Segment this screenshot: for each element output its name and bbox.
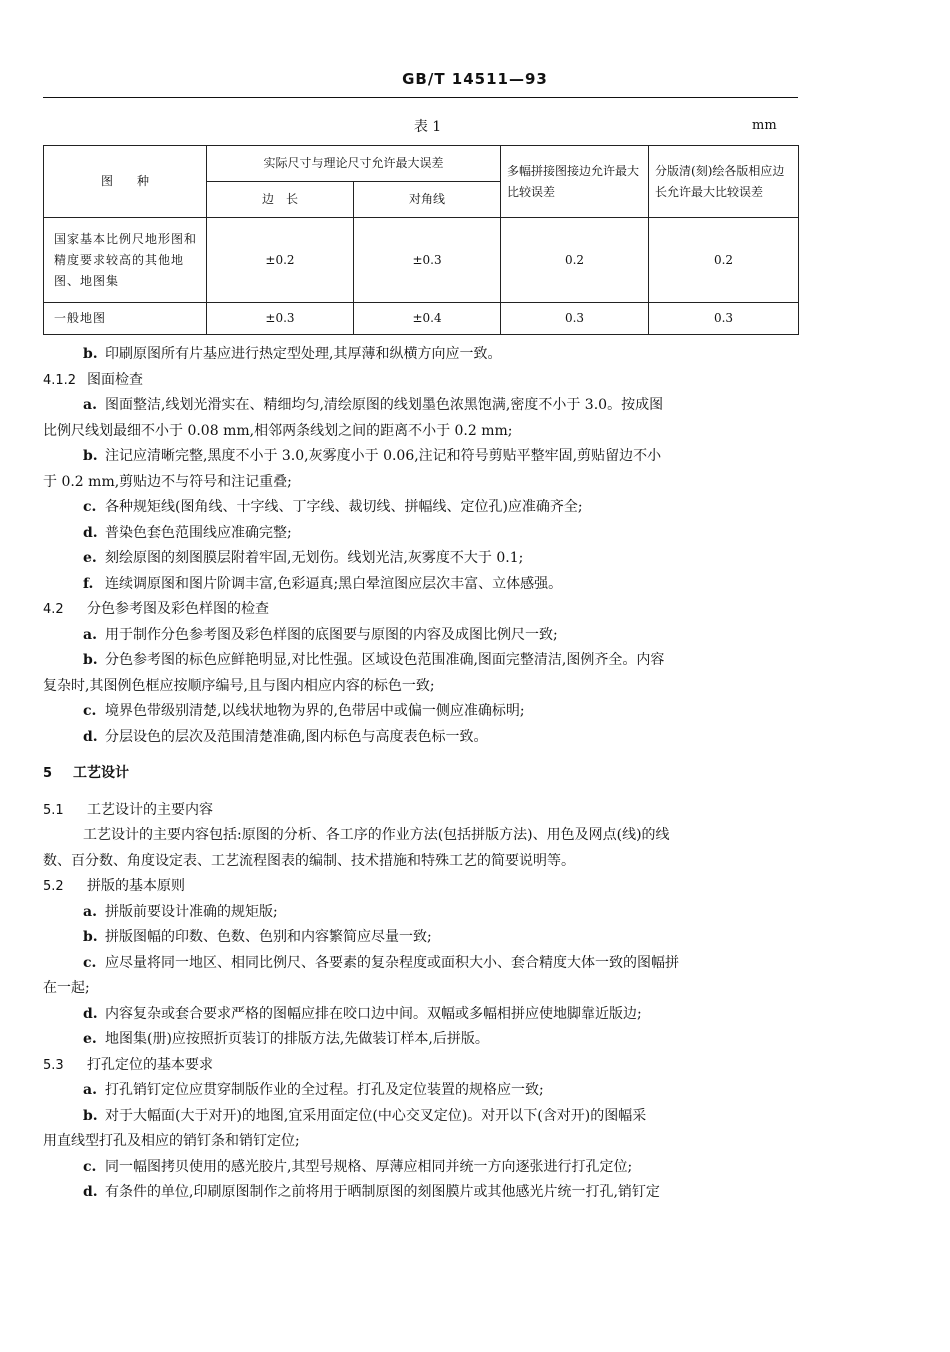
list-item: a. 用于制作分色参考图及彩色样图的底图要与原图的内容及成图比例尺一致; [83, 626, 558, 643]
list-item: c. 各种规矩线(图角线、十字线、丁字线、裁切线、拼幅线、定位孔)应准确齐全; [83, 499, 583, 515]
table-cell-map-type: 一般地图 [44, 303, 207, 335]
table-header-edge-length: 边 长 [207, 182, 354, 218]
table-caption: 表 1 [413, 119, 442, 135]
table-header-map-type: 图 种 [44, 146, 207, 218]
list-item: d. 普染色套色范围线应准确完整; [83, 524, 292, 541]
list-item: e. 地图集(册)应按照折页装订的排版方法,先做装订样本,后拼版。 [83, 1031, 489, 1047]
document-body [43, 342, 800, 1206]
section-heading-4-2: 4.2 分色参考图及彩色样图的检查 [43, 601, 269, 617]
section-heading-5-2: 5.2 拼版的基本原则 [43, 878, 185, 894]
list-item: d. 内容复杂或套合要求严格的图幅应排在咬口边中间。双幅或多幅相拼应使地脚靠近版边; [83, 1005, 642, 1022]
list-item: c. 应尽量将同一地区、相同比例尺、各要素的复杂程度或面积大小、套合精度大体一致的图幅拼 [83, 954, 679, 971]
list-item: b. 印刷原图所有片基应进行热定型处理,其厚薄和纵横方向应一致。 [83, 346, 502, 362]
table-cell-diagonal: ±0.4 [354, 303, 501, 335]
list-item: b. 分色参考图的标色应鲜艳明显,对比性强。区域设色范围准确,图面完整清洁,图例齐全。内容 [83, 652, 665, 668]
section-heading-4-1-2: 4.1.2 图面检查 [43, 371, 143, 388]
list-item: e. 刻绘原图的刻图膜层附着牢固,无划伤。线划光洁,灰雾度不大于 0.1; [83, 550, 524, 566]
paragraph-line: 数、百分数、角度设定表、工艺流程图表的编制、技术措施和特殊工艺的简要说明等。 [43, 852, 575, 869]
list-item: a. 拼版前要设计准确的规矩版; [83, 903, 278, 920]
page-header-standard-number: GB/T 14511—93 [402, 70, 548, 88]
table-cell-diagonal: ±0.3 [354, 218, 501, 303]
table-cell-map-type: 国家基本比例尺地形图和精度要求较高的其他地图、地图集 [44, 218, 207, 303]
section-heading-5-1: 5.1 工艺设计的主要内容 [43, 801, 213, 818]
section-heading-5-3: 5.3 打孔定位的基本要求 [43, 1056, 213, 1073]
list-item-continuation: 在一起; [43, 980, 90, 996]
table-header-diagonal: 对角线 [354, 182, 501, 218]
tolerance-table [43, 145, 799, 335]
table-header-mosaic-error: 多幅拼接图接边允许最大比较误差 [501, 146, 649, 218]
table-cell-separate: 0.2 [649, 218, 799, 303]
paragraph-line: 工艺设计的主要内容包括:原图的分析、各工序的作业方法(包括拼版方法)、用色及网点(线)的线 [83, 827, 670, 843]
table-cell-mosaic: 0.2 [501, 218, 649, 303]
list-item: b. 拼版图幅的印数、色数、色别和内容繁简应尽量一致; [83, 929, 432, 945]
list-item: a. 打孔销钉定位应贯穿制版作业的全过程。打孔及定位装置的规格应一致; [83, 1082, 544, 1098]
table-unit: mm [752, 118, 777, 133]
header-rule [43, 97, 798, 98]
table-row [44, 303, 799, 335]
list-item: a. 图面整洁,线划光滑实在、精细均匀,清绘原图的线划墨色浓黑饱满,密度不小于 3.0。按成图 [83, 397, 664, 413]
list-item: c. 同一幅图拷贝使用的感光胶片,其型号规格、厚薄应相同并统一方向逐张进行打孔定位; [83, 1158, 633, 1175]
list-item: d. 有条件的单位,印刷原图制作之前将用于晒制原图的刻图膜片或其他感光片统一打孔,销钉定 [83, 1184, 660, 1200]
section-heading-5: 5 工艺设计 [43, 765, 129, 781]
list-item: b. 对于大幅面(大于对开)的地图,宜采用面定位(中心交叉定位)。对开以下(含对开)的图幅采 [83, 1107, 647, 1124]
table-cell-edge: ±0.3 [207, 303, 354, 335]
list-item-continuation: 于 0.2 mm,剪贴边不与符号和注记重叠; [43, 473, 292, 490]
table-cell-edge: ±0.2 [207, 218, 354, 303]
table-header-actual-vs-theoretical: 实际尺寸与理论尺寸允许最大误差 [207, 146, 501, 182]
list-item: f. 连续调原图和图片阶调丰富,色彩逼真;黑白晕渲图应层次丰富、立体感强。 [83, 575, 563, 592]
table-row [44, 218, 799, 303]
list-item-continuation: 复杂时,其图例色框应按顺序编号,且与图内相应内容的标色一致; [43, 677, 435, 694]
list-item-continuation: 用直线型打孔及相应的销钉条和销钉定位; [43, 1133, 300, 1149]
list-item: d. 分层设色的层次及范围清楚准确,图内标色与高度表色标一致。 [83, 728, 488, 745]
table-cell-separate: 0.3 [649, 303, 799, 335]
list-item-continuation: 比例尺线划最细不小于 0.08 mm,相邻两条线划之间的距离不小于 0.2 mm; [43, 422, 513, 439]
table-header-separate-plate-error: 分版清(刻)绘各版相应边长允许最大比较误差 [649, 146, 799, 218]
list-item: c. 境界色带级别清楚,以线状地物为界的,色带居中或偏一侧应准确标明; [83, 703, 525, 719]
list-item: b. 注记应清晰完整,黑度不小于 3.0,灰雾度小于 0.06,注记和符号剪贴平整牢固,剪贴留边不小 [83, 448, 662, 464]
table-cell-mosaic: 0.3 [501, 303, 649, 335]
